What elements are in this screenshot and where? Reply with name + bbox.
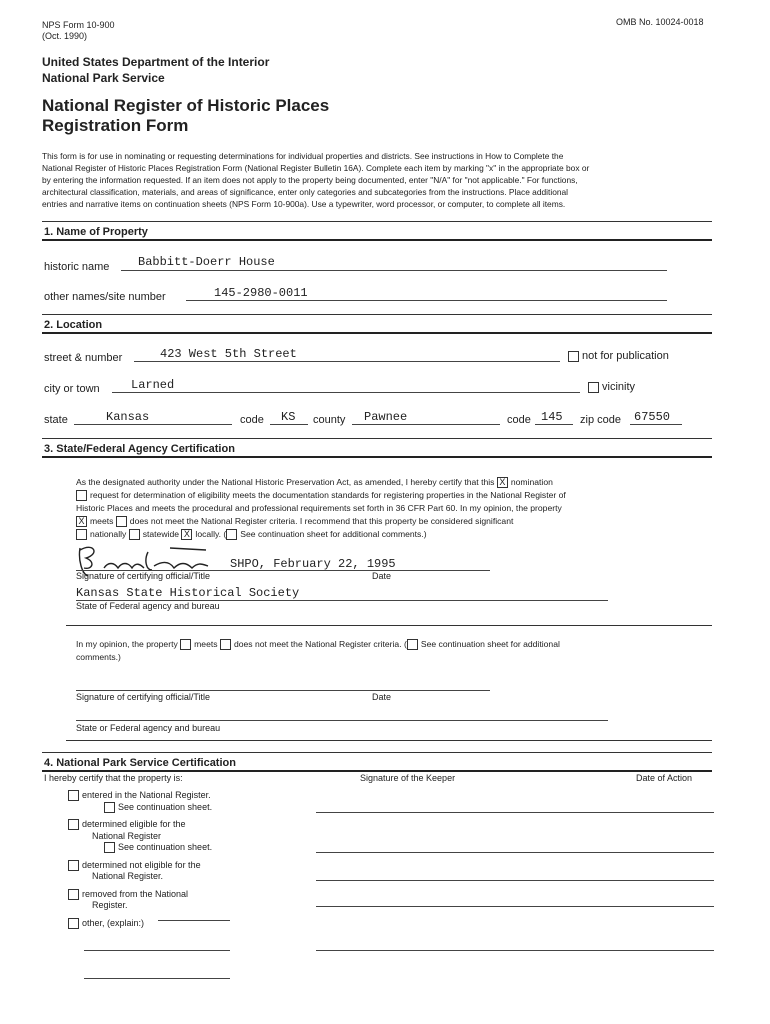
not-for-publication-checkbox[interactable]	[568, 351, 579, 362]
page-title: National Register of Historic Places	[42, 96, 330, 115]
agency-field[interactable]: Kansas State Historical Society	[76, 586, 300, 600]
city-label: city or town	[44, 383, 100, 395]
meets-checkbox[interactable]: X	[76, 516, 87, 527]
omb-number: OMB No. 10024-0018	[616, 17, 704, 27]
county-field[interactable]: Pawnee	[364, 410, 408, 424]
opinion-continuation-checkbox[interactable]	[407, 639, 418, 650]
keeper-label: Signature of the Keeper	[360, 773, 456, 783]
section-1-heading: 1. Name of Property	[44, 226, 148, 238]
date-label: Date	[372, 571, 392, 581]
statewide-checkbox[interactable]	[129, 529, 140, 540]
entered-continuation-checkbox[interactable]	[104, 802, 115, 813]
vicinity-checkbox[interactable]	[588, 382, 599, 393]
nationally-checkbox[interactable]	[76, 529, 87, 540]
state-code-label: code	[240, 414, 264, 426]
not-for-publication[interactable]: not for publication	[568, 350, 669, 362]
other-names-field[interactable]: 145-2980-0011	[214, 286, 308, 300]
eligible-checkbox[interactable]	[68, 819, 79, 830]
agency-label: State of Federal agency and bureau	[76, 601, 220, 611]
entered-checkbox[interactable]	[68, 790, 79, 801]
nomination-checkbox[interactable]: X	[497, 477, 508, 488]
zip-label: zip code	[580, 414, 621, 426]
opinion-does-not-meet-checkbox[interactable]	[220, 639, 231, 650]
signature-label: Signature of certifying official/Title	[76, 571, 211, 581]
not-eligible-checkbox[interactable]	[68, 860, 79, 871]
zip-field[interactable]: 67550	[634, 410, 671, 424]
date2-label: Date	[372, 692, 392, 702]
state-label: state	[44, 414, 68, 426]
city-field[interactable]: Larned	[131, 378, 175, 392]
county-code-field[interactable]: 145	[541, 410, 563, 424]
state-code-field[interactable]: KS	[281, 410, 296, 424]
department: United States Department of the Interior	[42, 55, 270, 69]
eligible-continuation-checkbox[interactable]	[104, 842, 115, 853]
county-code-label: code	[507, 414, 531, 426]
locally-checkbox[interactable]: X	[181, 529, 192, 540]
opinion-meets-checkbox[interactable]	[180, 639, 191, 650]
instructions: This form is for use in nominating or requesting determinations for individual properties and districts. See instructions in How to Complete the National Register of Historic Places Registration Form (National Register Bulletin 16A). Complete each item by marking "x" in the appropriate box or by entering the information requested. If an item does not apply to the property being documented, enter "N/A" for "not applicable." For functions, architectural classification, materials, and areas of significance, enter only categories and subcategories from the instructions. Place additional entries and narrative items on continuation sheets (NPS Form 10-900a). Use a typewriter, word processor, or computer, to complete all items.	[42, 151, 590, 209]
opinion-paragraph: In my opinion, the property meets does not meet the National Register criteria. ( See continuation sheet for additional comments.)	[76, 639, 560, 662]
signature2-label: Signature of certifying official/Title	[76, 692, 211, 702]
continuation-checkbox[interactable]	[226, 529, 237, 540]
certification-paragraph: As the designated authority under the National Historic Preservation Act, as amended, I hereby certify that this X nomination request for determination of eligibility meets the documentation standards for registering properties in the National Register of Historic Places and meets the procedural and professional requirements set forth in 36 CFR Part 60. In my opinion, the property X meets does not meet the National Register criteria. I recommend that this property be considered significant nationally statewide X locally. ( See continuation sheet for additional comments.)	[76, 477, 566, 540]
certify-intro: I hereby certify that the property is:	[44, 773, 183, 783]
agency2-label: State or Federal agency and bureau	[76, 723, 221, 733]
date-of-action-label: Date of Action	[636, 773, 693, 783]
vicinity[interactable]: vicinity	[588, 381, 635, 393]
removed-checkbox[interactable]	[68, 889, 79, 900]
form-number: NPS Form 10-900	[42, 20, 115, 30]
page-subtitle: Registration Form	[42, 116, 189, 135]
street-label: street & number	[44, 352, 123, 364]
nps-options: entered in the National Register. See continuation sheet. determined eligible for the National Register See continuation sheet. determined not eligible for the National Register. removed from the National Register. other, (explain:)	[68, 790, 212, 929]
form-date: (Oct. 1990)	[42, 31, 88, 41]
request-checkbox[interactable]	[76, 490, 87, 501]
section-4-heading: 4. National Park Service Certification	[44, 757, 236, 769]
historic-name-label: historic name	[44, 261, 110, 273]
signature-title-date: SHPO, February 22, 1995	[230, 557, 396, 571]
county-label: county	[313, 414, 346, 426]
other-names-label: other names/site number	[44, 291, 166, 303]
other-checkbox[interactable]	[68, 918, 79, 929]
section-2-heading: 2. Location	[44, 319, 103, 331]
service: National Park Service	[42, 71, 165, 85]
street-field[interactable]: 423 West 5th Street	[160, 347, 297, 361]
state-field[interactable]: Kansas	[106, 410, 150, 424]
section-3-heading: 3. State/Federal Agency Certification	[44, 443, 235, 455]
does-not-meet-checkbox[interactable]	[116, 516, 127, 527]
historic-name-field[interactable]: Babbitt-Doerr House	[138, 255, 275, 269]
